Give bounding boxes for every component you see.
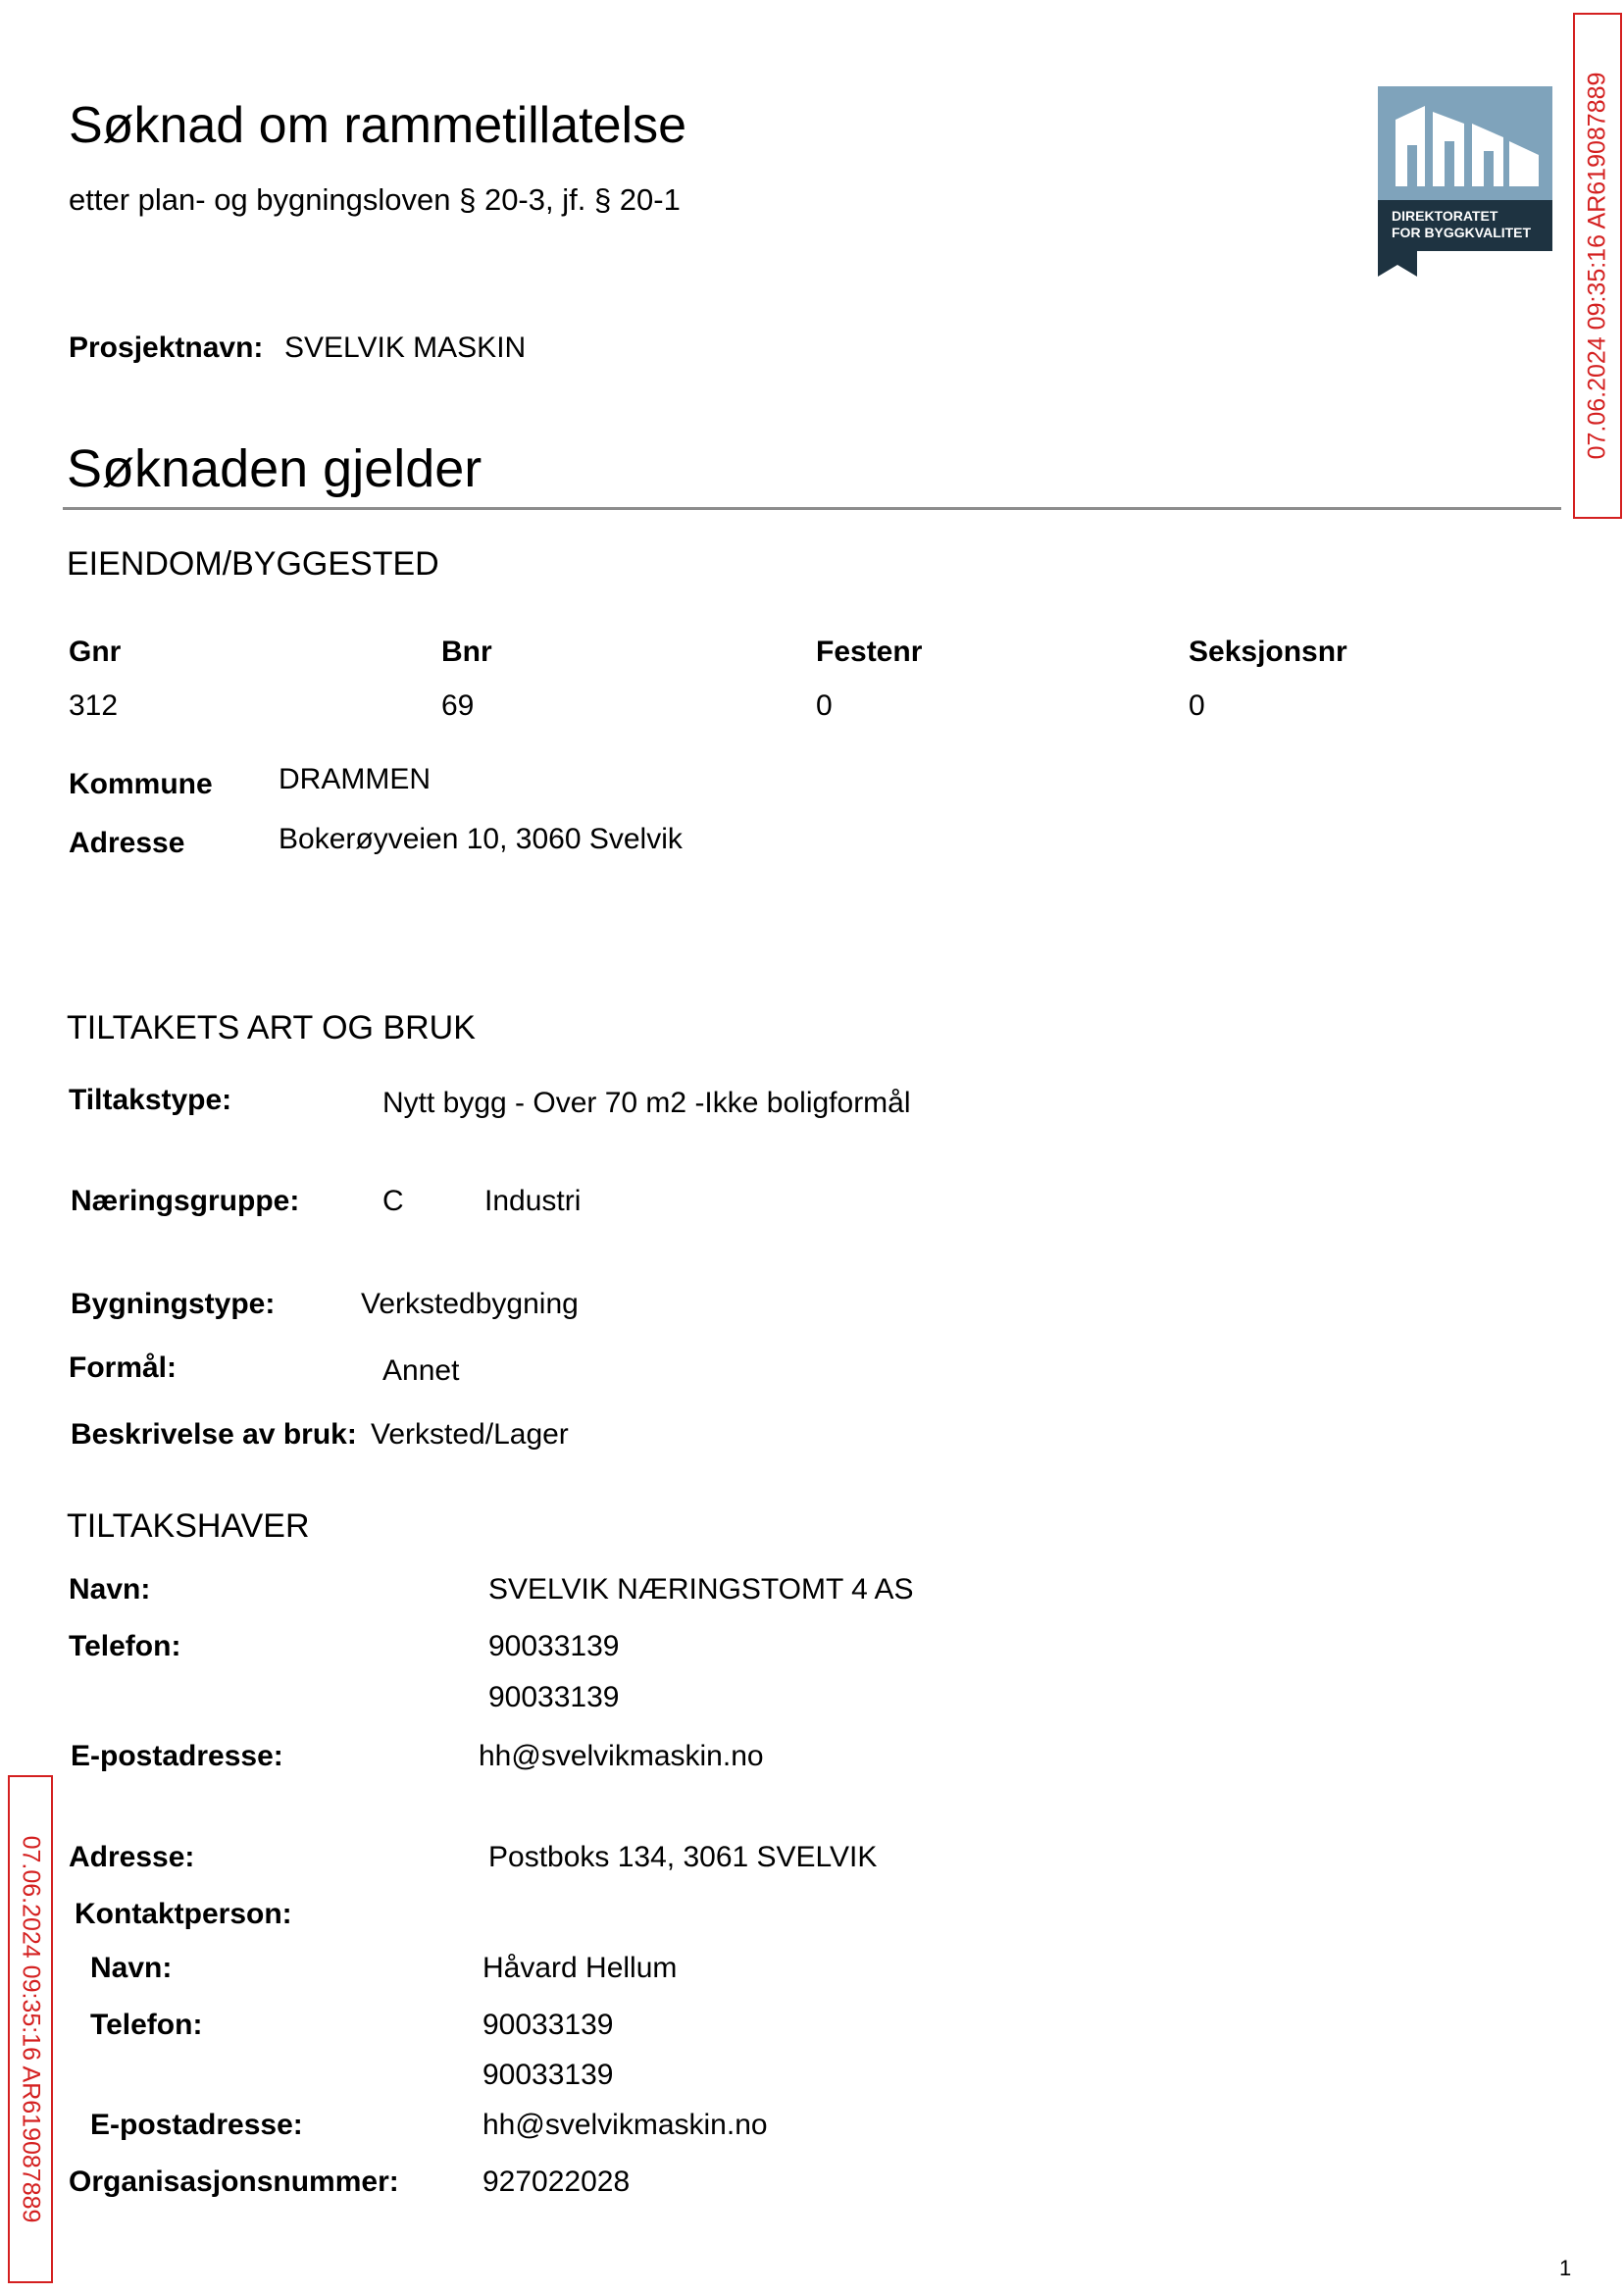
dibk-logo [1378, 86, 1552, 277]
kommune-label: Kommune [69, 768, 213, 800]
bnr-label: Bnr [441, 636, 492, 668]
kontakt-telefon-value-2: 90033139 [482, 2059, 614, 2091]
kontaktperson-label: Kontaktperson: [75, 1898, 292, 1930]
tiltakshaver-epost-value: hh@svelvikmaskin.no [479, 1740, 764, 1772]
tiltak-heading: TILTAKETS ART OG BRUK [67, 1009, 476, 1046]
kontakt-telefon-label: Telefon: [90, 2009, 203, 2041]
section-divider [63, 507, 1561, 510]
received-stamp-top [1573, 13, 1622, 519]
stamp-text: 07.06.2024 09:35:16 AR619087889 [17, 1835, 45, 2223]
formal-value: Annet [382, 1354, 460, 1387]
tiltakshaver-telefon-value-1: 90033139 [488, 1630, 620, 1662]
tiltakshaver-epost-label: E-postadresse: [71, 1740, 283, 1772]
document-title: Søknad om rammetillatelse [69, 97, 686, 154]
festenr-label: Festenr [816, 636, 923, 668]
beskrivelse-label: Beskrivelse av bruk: [71, 1418, 357, 1451]
project-value: SVELVIK MASKIN [284, 331, 527, 364]
adresse-label: Adresse [69, 827, 185, 859]
svg-text:FOR BYGGKVALITET: FOR BYGGKVALITET [1392, 225, 1532, 240]
naeringsgruppe-value: Industri [484, 1185, 582, 1217]
page-number: 1 [1559, 2256, 1572, 2280]
bygningstype-value: Verkstedbygning [361, 1288, 579, 1320]
section-title: Søknaden gjelder [67, 439, 482, 498]
orgnr-value: 927022028 [482, 2166, 631, 2198]
document-subtitle: etter plan- og bygningsloven § 20-3, jf. § 20-1 [69, 182, 681, 217]
kontakt-epost-label: E-postadresse: [90, 2109, 303, 2141]
tiltakstype-value: Nytt bygg - Over 70 m2 -Ikke boligformål [382, 1087, 911, 1119]
naeringsgruppe-code: C [382, 1185, 404, 1217]
kontakt-epost-value: hh@svelvikmaskin.no [482, 2109, 768, 2141]
kontakt-telefon-value-1: 90033139 [482, 2009, 614, 2041]
seksjonsnr-value: 0 [1189, 689, 1205, 722]
tiltakshaver-adresse-label: Adresse: [69, 1841, 195, 1873]
gnr-label: Gnr [69, 636, 122, 668]
kontakt-navn-value: Håvard Hellum [482, 1952, 678, 1984]
project-label: Prosjektnavn: [69, 331, 264, 364]
svg-text:DIREKTORATET: DIREKTORATET [1392, 208, 1498, 224]
tiltakshaver-heading: TILTAKSHAVER [67, 1507, 310, 1545]
kontakt-navn-label: Navn: [90, 1952, 173, 1984]
eiendom-heading: EIENDOM/BYGGESTED [67, 545, 439, 583]
bnr-value: 69 [441, 689, 475, 722]
seksjonsnr-label: Seksjonsnr [1189, 636, 1347, 668]
tiltakstype-label: Tiltakstype: [69, 1084, 232, 1116]
adresse-value: Bokerøyveien 10, 3060 Svelvik [279, 823, 683, 855]
naeringsgruppe-label: Næringsgruppe: [71, 1185, 300, 1217]
orgnr-label: Organisasjonsnummer: [69, 2166, 399, 2198]
kommune-value: DRAMMEN [279, 763, 431, 795]
received-stamp-bottom [8, 1775, 53, 2283]
tiltakshaver-adresse-value: Postboks 134, 3061 SVELVIK [488, 1841, 878, 1873]
tiltakshaver-navn-label: Navn: [69, 1573, 151, 1606]
formal-label: Formål: [69, 1351, 178, 1384]
festenr-value: 0 [816, 689, 833, 722]
tiltakshaver-telefon-label: Telefon: [69, 1630, 181, 1662]
tiltakshaver-telefon-value-2: 90033139 [488, 1681, 620, 1713]
stamp-text: 07.06.2024 09:35:16 AR619087889 [1583, 72, 1611, 460]
building-logo-icon [1378, 86, 1552, 277]
bygningstype-label: Bygningstype: [71, 1288, 276, 1320]
tiltakshaver-navn-value: SVELVIK NÆRINGSTOMT 4 AS [488, 1573, 914, 1606]
beskrivelse-value: Verksted/Lager [371, 1418, 569, 1451]
gnr-value: 312 [69, 689, 119, 722]
